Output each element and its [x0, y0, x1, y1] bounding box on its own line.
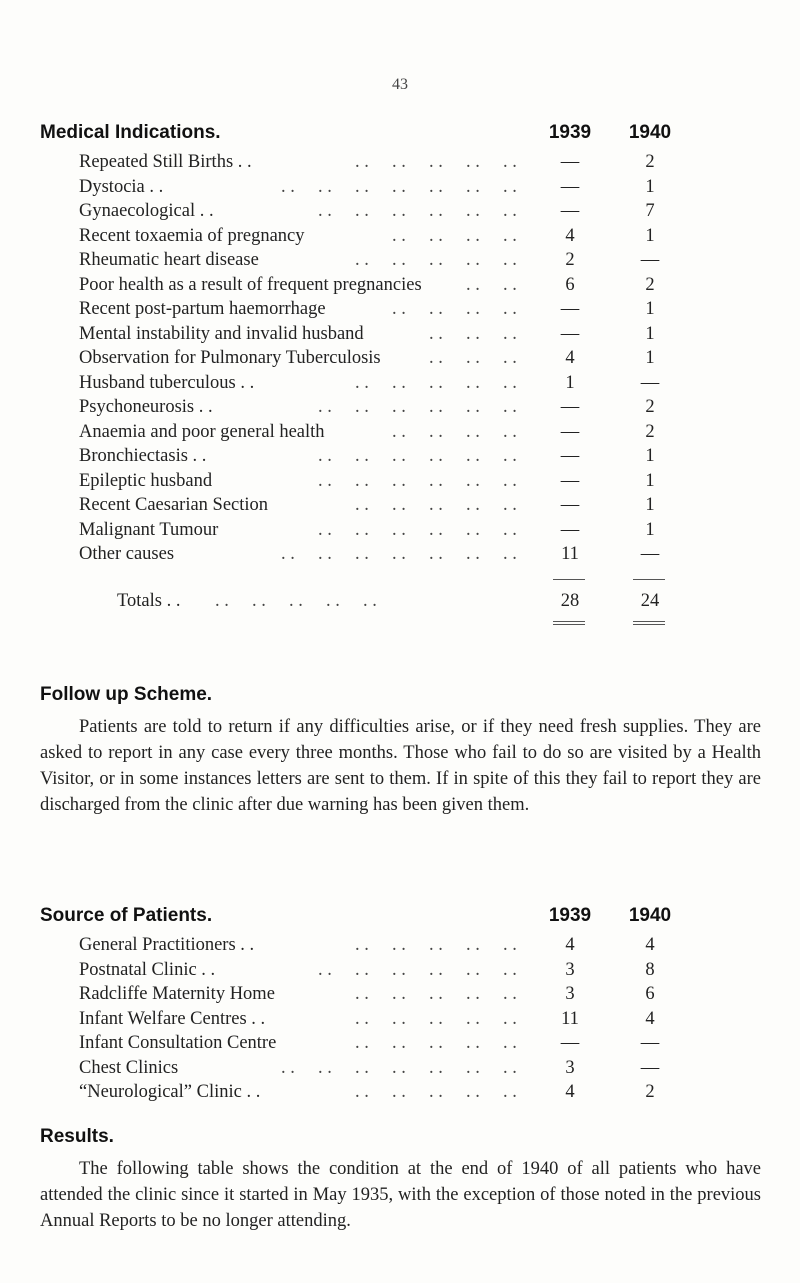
source-row-value-1939: 3 — [565, 959, 575, 980]
medical-row — [0, 520, 800, 545]
medical-heading: Medical Indications. — [40, 122, 221, 143]
medical-row-value-1940: 1 — [645, 299, 655, 319]
medical-row — [0, 226, 800, 251]
leader-dots: . . . . . . . . — [392, 421, 540, 442]
source-rows — [0, 935, 800, 1107]
results-heading: Results. — [40, 1126, 114, 1147]
leader-dots: . . . . . . . . . . . . — [318, 446, 540, 466]
total-double-rule-1939 — [553, 621, 585, 622]
medical-header-row — [0, 122, 800, 152]
medical-row-value-1939: 4 — [565, 225, 575, 246]
medical-row-value-1939: 1 — [565, 372, 575, 393]
source-row-value-1939: 4 — [565, 935, 575, 955]
source-heading: Source of Patients. — [40, 905, 213, 926]
medical-row-value-1939: — — [560, 446, 580, 466]
medical-row-value-1940: 7 — [645, 201, 655, 221]
source-row-value-1939: 4 — [565, 1082, 575, 1102]
followup-heading: Follow up Scheme. — [40, 684, 213, 705]
medical-row-label: Recent post-partum haemorrhage — [79, 299, 326, 319]
leader-dots: . . . . . . . . — [392, 299, 540, 319]
medical-row-label: Rheumatic heart disease — [79, 250, 259, 270]
source-row-value-1939: 3 — [565, 984, 575, 1004]
results-paragraph: The following table shows the condition at the end of 1940 of all patients who have attended the clinic since it started in May 1935, with the exception of those noted in the previous Annual Reports to be no longer attending. — [40, 1159, 761, 1231]
source-row — [0, 984, 800, 1009]
source-row-label: “Neurological” Clinic . . — [79, 1082, 261, 1102]
source-row — [0, 960, 800, 985]
medical-row-value-1939: — — [560, 152, 580, 172]
medical-row-value-1940: 1 — [645, 348, 655, 368]
medical-row — [0, 299, 800, 324]
medical-row — [0, 275, 800, 300]
medical-row — [0, 177, 800, 202]
source-row-label: Infant Consultation Centre — [79, 1033, 277, 1053]
medical-indications-section — [0, 122, 800, 629]
medical-row-value-1939: — — [560, 470, 580, 491]
source-row-value-1940: 6 — [645, 984, 655, 1004]
medical-row-value-1940: 1 — [645, 323, 655, 344]
medical-row — [0, 201, 800, 226]
totals-leader-dots: . . . . . . . . . . — [215, 590, 377, 611]
medical-row-value-1939: — — [560, 421, 580, 442]
source-row-value-1940: 2 — [645, 1082, 655, 1102]
medical-row — [0, 471, 800, 496]
medical-row-label: Bronchiectasis . . — [79, 446, 207, 466]
medical-row-label: Poor health as a result of frequent pregnancies — [79, 274, 422, 295]
medical-row-label: Mental instability and invalid husband — [79, 323, 364, 344]
medical-row-label: Psychoneurosis . . — [79, 397, 213, 417]
source-row — [0, 1082, 800, 1107]
leader-dots: . . . . . . . . . . — [355, 152, 540, 172]
subtotal-rule-1940 — [633, 579, 665, 580]
medical-row — [0, 373, 800, 398]
results-header-row — [0, 1126, 800, 1156]
leader-dots: . . . . . . . . — [392, 225, 540, 246]
leader-dots: . . . . — [466, 274, 540, 295]
source-row-value-1940: 4 — [645, 1008, 655, 1029]
leader-dots: . . . . . . . . . . . . . . — [281, 1057, 540, 1078]
medical-row-value-1939: — — [560, 519, 580, 540]
medical-rows — [0, 152, 800, 569]
medical-row-label: Recent Caesarian Section — [79, 495, 269, 515]
medical-row-value-1940: 1 — [645, 176, 655, 197]
leader-dots: . . . . . . — [429, 323, 540, 344]
source-header-row — [0, 905, 800, 935]
total-double-rule-1940-b — [633, 624, 665, 625]
source-year-1939: 1939 — [548, 905, 592, 926]
source-row-label: Infant Welfare Centres . . — [79, 1008, 266, 1029]
medical-row-value-1939: — — [560, 397, 580, 417]
medical-row-label: Observation for Pulmonary Tuberculosis — [79, 348, 381, 368]
medical-row — [0, 422, 800, 447]
medical-row-value-1940: — — [640, 250, 660, 270]
totals-row — [0, 591, 800, 616]
leader-dots: . . . . . . . . . . — [355, 984, 540, 1004]
results-section — [0, 1126, 800, 1231]
medical-row — [0, 544, 800, 569]
medical-row-label: Recent toxaemia of pregnancy — [79, 225, 305, 246]
leader-dots: . . . . . . . . . . — [355, 250, 540, 270]
medical-row-value-1940: 2 — [645, 274, 655, 295]
leader-dots: . . . . . . . . . . — [355, 935, 540, 955]
totals-label: Totals . . — [117, 590, 181, 611]
medical-row-value-1940: 2 — [645, 152, 655, 172]
source-row-value-1939: 3 — [565, 1057, 575, 1078]
medical-year-1939: 1939 — [548, 122, 592, 143]
total-double-rule-1940 — [633, 621, 665, 622]
medical-row-label: Gynaecological . . — [79, 201, 214, 221]
leader-dots: . . . . . . . . . . . . — [318, 470, 540, 491]
medical-year-1940: 1940 — [628, 122, 672, 143]
leader-dots: . . . . . . . . . . . . . . — [281, 544, 540, 564]
total-1939: 28 — [560, 590, 580, 611]
medical-row-label: Repeated Still Births . . — [79, 152, 252, 172]
source-row-label: Radcliffe Maternity Home — [79, 984, 275, 1004]
leader-dots: . . . . . . . . . . — [355, 495, 540, 515]
source-row-label: General Practitioners . . — [79, 935, 255, 955]
medical-row-value-1939: 6 — [565, 274, 575, 295]
subtotal-rule-1939 — [553, 579, 585, 580]
source-row-value-1939: 11 — [561, 1008, 579, 1029]
followup-paragraph: Patients are told to return if any difficulties arise, or if they need fresh supplies. They are asked to report in any case every three months. Those who fail to do so are visited by a Health Visitor, or in some instances letters are sent to them. If in spite of this they fail to report they are discharged from the clinic after due warning has been given them. — [40, 717, 761, 815]
medical-row-label: Malignant Tumour — [79, 519, 219, 540]
medical-row-label: Other causes — [79, 544, 175, 564]
medical-row — [0, 250, 800, 275]
leader-dots: . . . . . . . . . . . . — [318, 959, 540, 980]
medical-row — [0, 324, 800, 349]
source-row-label: Postnatal Clinic . . — [79, 959, 216, 980]
leader-dots: . . . . . . . . . . . . — [318, 201, 540, 221]
page-number: 43 — [392, 76, 408, 93]
source-row-value-1940: 8 — [645, 959, 655, 980]
followup-section — [0, 684, 800, 815]
leader-dots: . . . . . . . . . . — [355, 1008, 540, 1029]
source-row-value-1940: — — [640, 1033, 660, 1053]
medical-row-value-1940: 1 — [645, 446, 655, 466]
medical-row-label: Dystocia . . — [79, 176, 164, 197]
medical-row — [0, 446, 800, 471]
leader-dots: . . . . . . . . . . — [355, 1033, 540, 1053]
medical-row-value-1940: 2 — [645, 421, 655, 442]
medical-row-value-1940: 1 — [645, 495, 655, 515]
leader-dots: . . . . . . . . . . . . — [318, 397, 540, 417]
total-double-rule-1939-b — [553, 624, 585, 625]
medical-row-label: Husband tuberculous . . — [79, 372, 255, 393]
leader-dots: . . . . . . — [429, 348, 540, 368]
leader-dots: . . . . . . . . . . — [355, 1082, 540, 1102]
source-row — [0, 1009, 800, 1034]
medical-row-label: Anaemia and poor general health — [79, 421, 325, 442]
source-year-1940: 1940 — [628, 905, 672, 926]
leader-dots: . . . . . . . . . . — [355, 372, 540, 393]
medical-row — [0, 397, 800, 422]
medical-row-value-1939: — — [560, 323, 580, 344]
medical-row-value-1940: — — [640, 544, 660, 564]
medical-row-label: Epileptic husband — [79, 470, 213, 491]
medical-row-value-1939: 2 — [565, 250, 575, 270]
medical-row — [0, 348, 800, 373]
source-row — [0, 1033, 800, 1058]
source-row-value-1940: — — [640, 1057, 660, 1078]
source-row — [0, 1058, 800, 1083]
followup-header-row — [0, 684, 800, 714]
source-row-value-1940: 4 — [645, 935, 655, 955]
medical-row-value-1940: — — [640, 372, 660, 393]
leader-dots: . . . . . . . . . . . . — [318, 519, 540, 540]
medical-row-value-1939: 4 — [565, 348, 575, 368]
source-section — [0, 905, 800, 1107]
source-row-label: Chest Clinics — [79, 1057, 179, 1078]
medical-row — [0, 152, 800, 177]
total-1940: 24 — [640, 590, 660, 611]
medical-row-value-1939: — — [560, 299, 580, 319]
medical-row-value-1939: — — [560, 176, 580, 197]
medical-row-value-1939: 11 — [561, 544, 579, 564]
medical-row-value-1939: — — [560, 201, 580, 221]
source-row — [0, 935, 800, 960]
medical-row — [0, 495, 800, 520]
leader-dots: . . . . . . . . . . . . . . — [281, 176, 540, 197]
medical-row-value-1940: 2 — [645, 397, 655, 417]
medical-row-value-1939: — — [560, 495, 580, 515]
source-row-value-1939: — — [560, 1033, 580, 1053]
medical-row-value-1940: 1 — [645, 225, 655, 246]
medical-row-value-1940: 1 — [645, 470, 655, 491]
medical-row-value-1940: 1 — [645, 519, 655, 540]
